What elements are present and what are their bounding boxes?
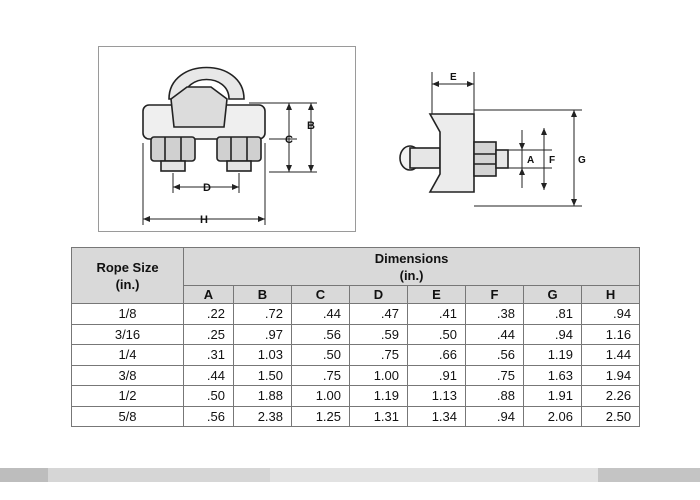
footer-strip	[0, 468, 700, 482]
value-cell: 1.50	[234, 365, 292, 386]
label-a: A	[527, 155, 535, 166]
value-cell: .75	[466, 365, 524, 386]
column-header-e: E	[408, 286, 466, 304]
table-header-row	[72, 248, 640, 286]
value-cell: .50	[292, 345, 350, 366]
value-cell: 1.03	[234, 345, 292, 366]
value-cell: 1.44	[582, 345, 640, 366]
rope-size-cell: 5/8	[72, 406, 184, 427]
label-b: B	[307, 120, 315, 132]
value-cell: 2.38	[234, 406, 292, 427]
value-cell: .56	[292, 324, 350, 345]
column-header-c: C	[292, 286, 350, 304]
rope-size-header-line2: (in.)	[115, 276, 140, 292]
table-row	[72, 386, 640, 407]
rope-size-cell: 1/4	[72, 345, 184, 366]
value-cell: .88	[466, 386, 524, 407]
value-cell: 1.31	[350, 406, 408, 427]
column-header-d: D	[350, 286, 408, 304]
value-cell: 1.91	[524, 386, 582, 407]
value-cell: 2.26	[582, 386, 640, 407]
dimensions-header-line2: (in.)	[399, 267, 424, 283]
value-cell: .44	[184, 365, 234, 386]
value-cell: .31	[184, 345, 234, 366]
value-cell: 1.00	[350, 365, 408, 386]
value-cell: .66	[408, 345, 466, 366]
value-cell: 1.16	[582, 324, 640, 345]
value-cell: .56	[184, 406, 234, 427]
rope-size-header-line1: Rope Size	[96, 259, 159, 275]
value-cell: 1.94	[582, 365, 640, 386]
column-header-f: F	[466, 286, 524, 304]
footer-segment	[598, 468, 700, 482]
footer-segment	[0, 468, 48, 482]
label-g: G	[578, 155, 586, 166]
table-row	[72, 345, 640, 366]
value-cell: 1.19	[524, 345, 582, 366]
label-e: E	[450, 72, 457, 83]
value-cell: .38	[466, 304, 524, 325]
value-cell: .75	[350, 345, 408, 366]
column-header-a: A	[184, 286, 234, 304]
front-view-drawing	[99, 47, 355, 231]
label-f: F	[549, 155, 556, 166]
value-cell: 1.00	[292, 386, 350, 407]
value-cell: .75	[292, 365, 350, 386]
value-cell: .81	[524, 304, 582, 325]
value-cell: .44	[292, 304, 350, 325]
label-c: C	[285, 134, 293, 146]
value-cell: .97	[234, 324, 292, 345]
rope-size-header	[72, 248, 184, 304]
footer-segment	[270, 468, 598, 482]
value-cell: .22	[184, 304, 234, 325]
value-cell: 1.19	[350, 386, 408, 407]
dimensions-table	[71, 247, 640, 427]
value-cell: 1.25	[292, 406, 350, 427]
value-cell: 2.06	[524, 406, 582, 427]
rope-size-cell: 1/8	[72, 304, 184, 325]
column-header-b: B	[234, 286, 292, 304]
column-header-g: G	[524, 286, 582, 304]
side-view-drawing	[392, 70, 588, 220]
value-cell: .94	[582, 304, 640, 325]
value-cell: .94	[466, 406, 524, 427]
value-cell: 1.63	[524, 365, 582, 386]
label-d: D	[203, 182, 211, 194]
value-cell: 2.50	[582, 406, 640, 427]
label-h: H	[200, 214, 208, 226]
value-cell: .25	[184, 324, 234, 345]
value-cell: .50	[408, 324, 466, 345]
rope-size-cell: 1/2	[72, 386, 184, 407]
table-row	[72, 324, 640, 345]
value-cell: .56	[466, 345, 524, 366]
side-view-diagram	[392, 70, 588, 220]
dimensions-header-line1: Dimensions	[374, 250, 449, 266]
value-cell: .47	[350, 304, 408, 325]
column-header-h: H	[582, 286, 640, 304]
value-cell: .50	[184, 386, 234, 407]
table-row	[72, 304, 640, 325]
value-cell: .59	[350, 324, 408, 345]
dimensions-header	[184, 248, 640, 286]
value-cell: .91	[408, 365, 466, 386]
rope-size-cell: 3/16	[72, 324, 184, 345]
value-cell: .94	[524, 324, 582, 345]
value-cell: .44	[466, 324, 524, 345]
value-cell: .41	[408, 304, 466, 325]
value-cell: 1.88	[234, 386, 292, 407]
value-cell: .72	[234, 304, 292, 325]
table-row	[72, 365, 640, 386]
footer-segment	[48, 468, 270, 482]
table-row	[72, 406, 640, 427]
front-view-diagram	[98, 46, 356, 232]
value-cell: 1.13	[408, 386, 466, 407]
value-cell: 1.34	[408, 406, 466, 427]
rope-size-cell: 3/8	[72, 365, 184, 386]
